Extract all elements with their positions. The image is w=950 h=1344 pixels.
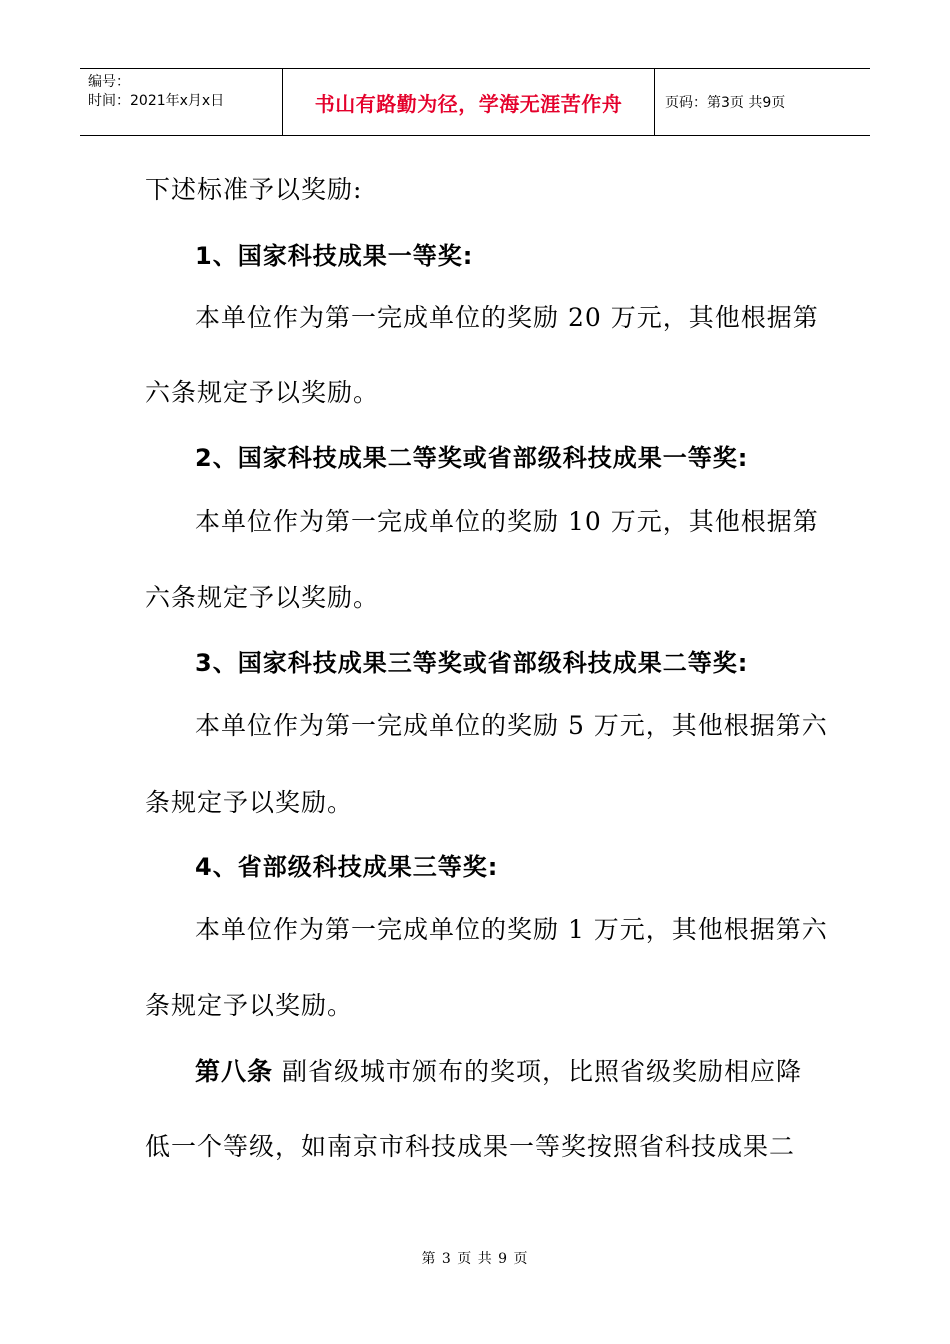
header-table — [80, 68, 870, 136]
paragraph-2-line-2: 六条规定予以奖励。 — [145, 583, 380, 612]
heading-2: 2、国家科技成果二等奖或省部级科技成果一等奖: — [195, 444, 749, 472]
time-label: 时间：2021年x月x日 — [88, 93, 225, 109]
number-label: 编号： — [88, 74, 130, 90]
article-8-title: 第八条 — [195, 1057, 274, 1086]
heading-4: 4、省部级科技成果三等奖: — [195, 853, 499, 881]
article-8-line-2: 低一个等级，如南京市科技成果一等奖按照省科技成果二 — [145, 1132, 796, 1161]
paragraph-1-line-1: 本单位作为第一完成单位的奖励 20 万元，其他根据第 — [195, 303, 819, 332]
paragraph-2-line-1: 本单位作为第一完成单位的奖励 10 万元，其他根据第 — [195, 507, 819, 536]
header-page-label: 页码：第3页 共9页 — [665, 95, 786, 111]
header-motto: 书山有路勤为径，学海无涯苦作舟 — [282, 69, 655, 135]
article-8-line-1 — [195, 1052, 802, 1088]
article-8-text: 副省级城市颁布的奖项，比照省级奖励相应降 — [273, 1057, 802, 1086]
header-meta — [80, 69, 282, 135]
paragraph-3-line-2: 条规定予以奖励。 — [145, 788, 354, 817]
heading-1: 1、国家科技成果一等奖: — [195, 242, 474, 270]
page-footer: 第 3 页 共 9 页 — [421, 1251, 529, 1267]
paragraph-4-line-1: 本单位作为第一完成单位的奖励 1 万元，其他根据第六 — [195, 915, 828, 944]
paragraph-4-line-2: 条规定予以奖励。 — [145, 991, 354, 1020]
heading-3: 3、国家科技成果三等奖或省部级科技成果二等奖: — [195, 649, 749, 677]
paragraph-3-line-1: 本单位作为第一完成单位的奖励 5 万元，其他根据第六 — [195, 711, 828, 740]
body-line-intro: 下述标准予以奖励: — [145, 175, 363, 204]
paragraph-1-line-2: 六条规定予以奖励。 — [145, 378, 380, 407]
